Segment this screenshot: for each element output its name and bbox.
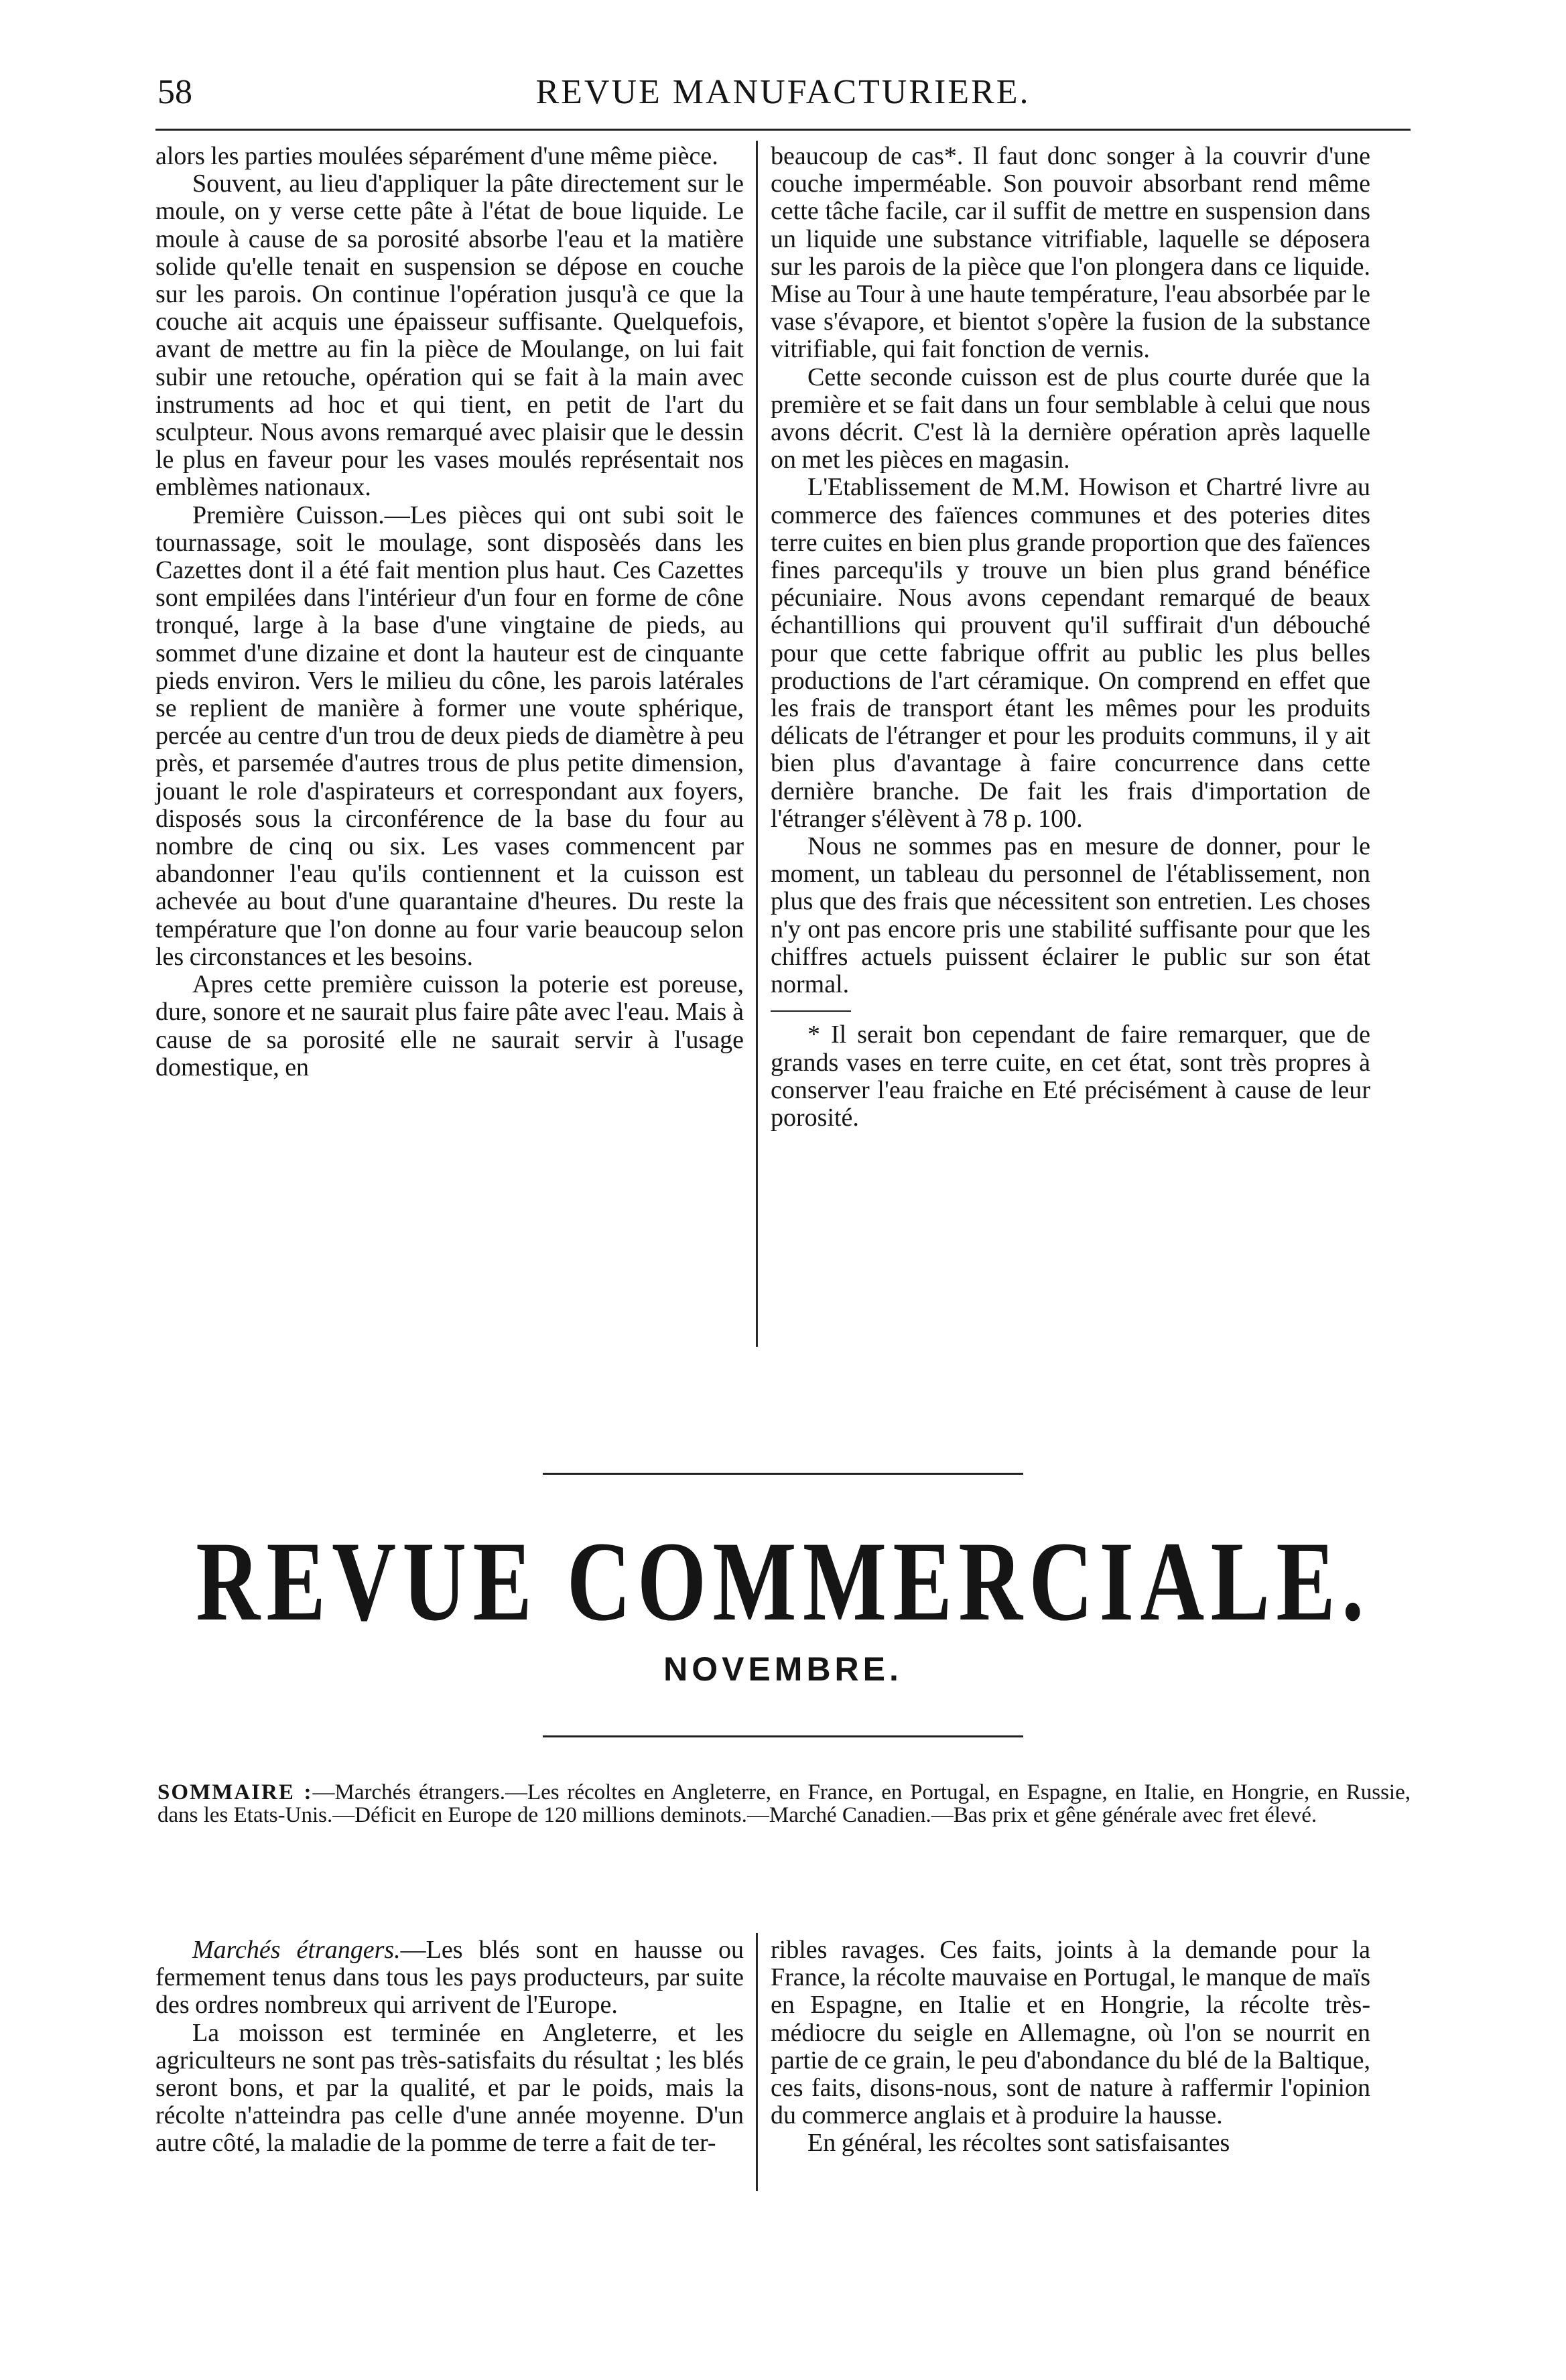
paragraph: beaucoup de cas*. Il faut donc songer à la couvrir d'une couche imperméable. Son pouvoir absorbant rend même cette tâche facile, car il suffit de mettre en suspension dans un liquide une substance vitrifiable, laquelle se déposera sur les parois de la pièce que l'on plongera dans ce liquide. Mise au Tour à une haute température, l'eau absorbée par le vase s'évapore, et bientot s'opère la fusion de la substance vitrifiable, qui fait fonction de vernis.	[771, 142, 1370, 364]
lower-right-column	[771, 1936, 1370, 2158]
paragraph: ribles ravages. Ces faits, joints à la demande pour la France, la récolte mauvaise en Portugal, le manque de maïs en Espagne, en Italie et en Hongrie, la récolte très-médiocre du seigle en Allemagne, où l'on se nourrit en partie de ce grain, le peu d'abondance du blé de la Baltique, ces faits, disons-nous, sont de nature à raffermir l'opinion du commerce anglais et à produire la hausse.	[771, 1936, 1370, 2130]
summary-text: —Marchés étrangers.—Les récoltes en Angleterre, en France, en Portugal, en Espagne, en Italie, en Hongrie, en Russie, dans les Etats-Unis.—Déficit en Europe de 120 millions deminots.—Marché Canadien.—Bas prix et gêne générale avec fret élevé.	[157, 1780, 1411, 1827]
footnote-rule	[771, 1010, 851, 1012]
upper-left-column	[155, 143, 744, 1081]
section-rule-bottom	[543, 1735, 1023, 1737]
paragraph: Apres cette première cuisson la poterie est poreuse, dure, sonore et ne saurait plus faire pâte avec l'eau. Mais à cause de sa porosité elle ne saurait servir à l'usage domestique, en	[155, 970, 744, 1081]
summary-label: SOMMAIRE :	[157, 1780, 313, 1804]
lower-left-column	[155, 1936, 744, 2158]
paragraph: Première Cuisson.—Les pièces qui ont subi soit le tournassage, soit le moulage, sont disposèés dans les Cazettes dont il a été fait mention plus haut. Ces Cazettes sont empilées dans l'intérieur d'un four en forme de cône tronqué, large à la base d'une vingtaine de pieds, au sommet d'une dizaine et dont la hauteur est de cinquante pieds environ. Vers le milieu du cône, les parois latérales se replient de manière à former une voute sphérique, percée au centre d'un trou de deux pieds de diamètre à peu près, et parsemée d'autres trous de plus petite dimension, jouant le role d'aspirateurs et correspondant aux foyers, disposés sous la circonférence de la base du four au nombre de cinq ou six. Les vases commencent par abandonner l'eau qu'ils contiennent et la cuisson est achevée au bout d'une quarantaine d'heures. Du reste la température que l'on donne au four varie beaucoup selon les circonstances et les besoins.	[155, 501, 744, 971]
column-divider	[756, 1933, 758, 2191]
section-month: NOVEMBRE.	[663, 1650, 903, 1688]
paragraph: L'Etablissement de M.M. Howison et Chartré livre au commerce des faïences communes et des poteries dites terre cuites en bien plus grande proportion que des faïences fines parcequ'ils y trouve un bien plus grand bénéfice pécuniaire. Nous avons cependant remarqué de beaux échantillions qui prouvent qu'il suffirait d'un débouché pour que cette fabrique offrit au public les plus belles productions de l'art céramique. On comprend en effet que les frais de transport étant les mêmes pour les produits délicats de l'étranger et pour les produits communs, il y ait bien plus d'avantage à faire concurrence dans cette dernière branche. De fait les frais d'importation de l'étranger s'élèvent à 78 p. 100.	[771, 473, 1370, 833]
section-rule-top	[543, 1473, 1023, 1475]
paragraph: alors les parties moulées séparément d'une même pièce.	[155, 142, 718, 170]
paragraph: Souvent, au lieu d'appliquer la pâte directement sur le moule, on y verse cette pâte à l'état de boue liquide. Le moule à cause de sa porosité absorbe l'eau et la matière solide qu'elle tenait en suspension se dépose en couche sur les parois. On continue l'opération jusqu'à ce que la couche ait acquis une épaisseur suffisante. Quelquefois, avant de mettre au fin la pièce de Moulange, on lui fait subir une retouche, opération qui se fait à la main avec instruments ad hoc et qui tient, en petit de l'art du sculpteur. Nous avons remarqué avec plaisir que le dessin le plus en faveur pour les vases moulés représentait nos emblèmes nationaux.	[155, 170, 744, 502]
paragraph: En général, les récoltes sont satisfaisantes	[807, 2129, 1230, 2158]
paragraph-text: —Les blés sont en hausse ou fermement tenus dans tous les pays producteurs, par suite des ordres nombreux qui arrivent de l'Europe.	[155, 1936, 744, 2020]
page-number: 58	[157, 73, 192, 111]
summary	[157, 1781, 1411, 1827]
paragraph: Nous ne sommes pas en mesure de donner, pour le moment, un tableau du personnel de l'établissement, non plus que des frais que nécessitent son entretien. Les choses n'y ont pas encore pris une stabilité suffisante pour que les chiffres actuels puissent éclairer le public sur son état normal.	[771, 832, 1370, 999]
section-title: REVUE COMMERCIALE.	[196, 1518, 1370, 1644]
paragraph: Cette seconde cuisson est de plus courte durée que la première et se fait dans un four semblable à celui que nous avons décrit. C'est là la dernière opération après laquelle on met les pièces en magasin.	[771, 362, 1370, 474]
running-title: REVUE MANUFACTURIERE.	[535, 73, 1031, 111]
column-divider	[756, 141, 758, 1347]
paragraph	[155, 1936, 744, 2020]
footnote: * Il serait bon cependant de faire remarquer, que de grands vases en terre cuite, en cet état, sont très propres à conserver l'eau fraiche en Eté précisément à cause de leur porosité.	[771, 1020, 1370, 1132]
paragraph: La moisson est terminée en Angleterre, et les agriculteurs ne sont pas très-satisfaits du résultat ; les blés seront bons, et par la qualité, et par le poids, mais la récolte n'atteindra pas celle d'une année moyenne. D'un autre côté, la maladie de la pomme de terre a fait de ter-	[155, 2018, 744, 2158]
paragraph-lead: Marchés étrangers.	[192, 1936, 401, 1964]
upper-right-column	[771, 143, 1370, 1132]
header-rule	[155, 129, 1411, 131]
